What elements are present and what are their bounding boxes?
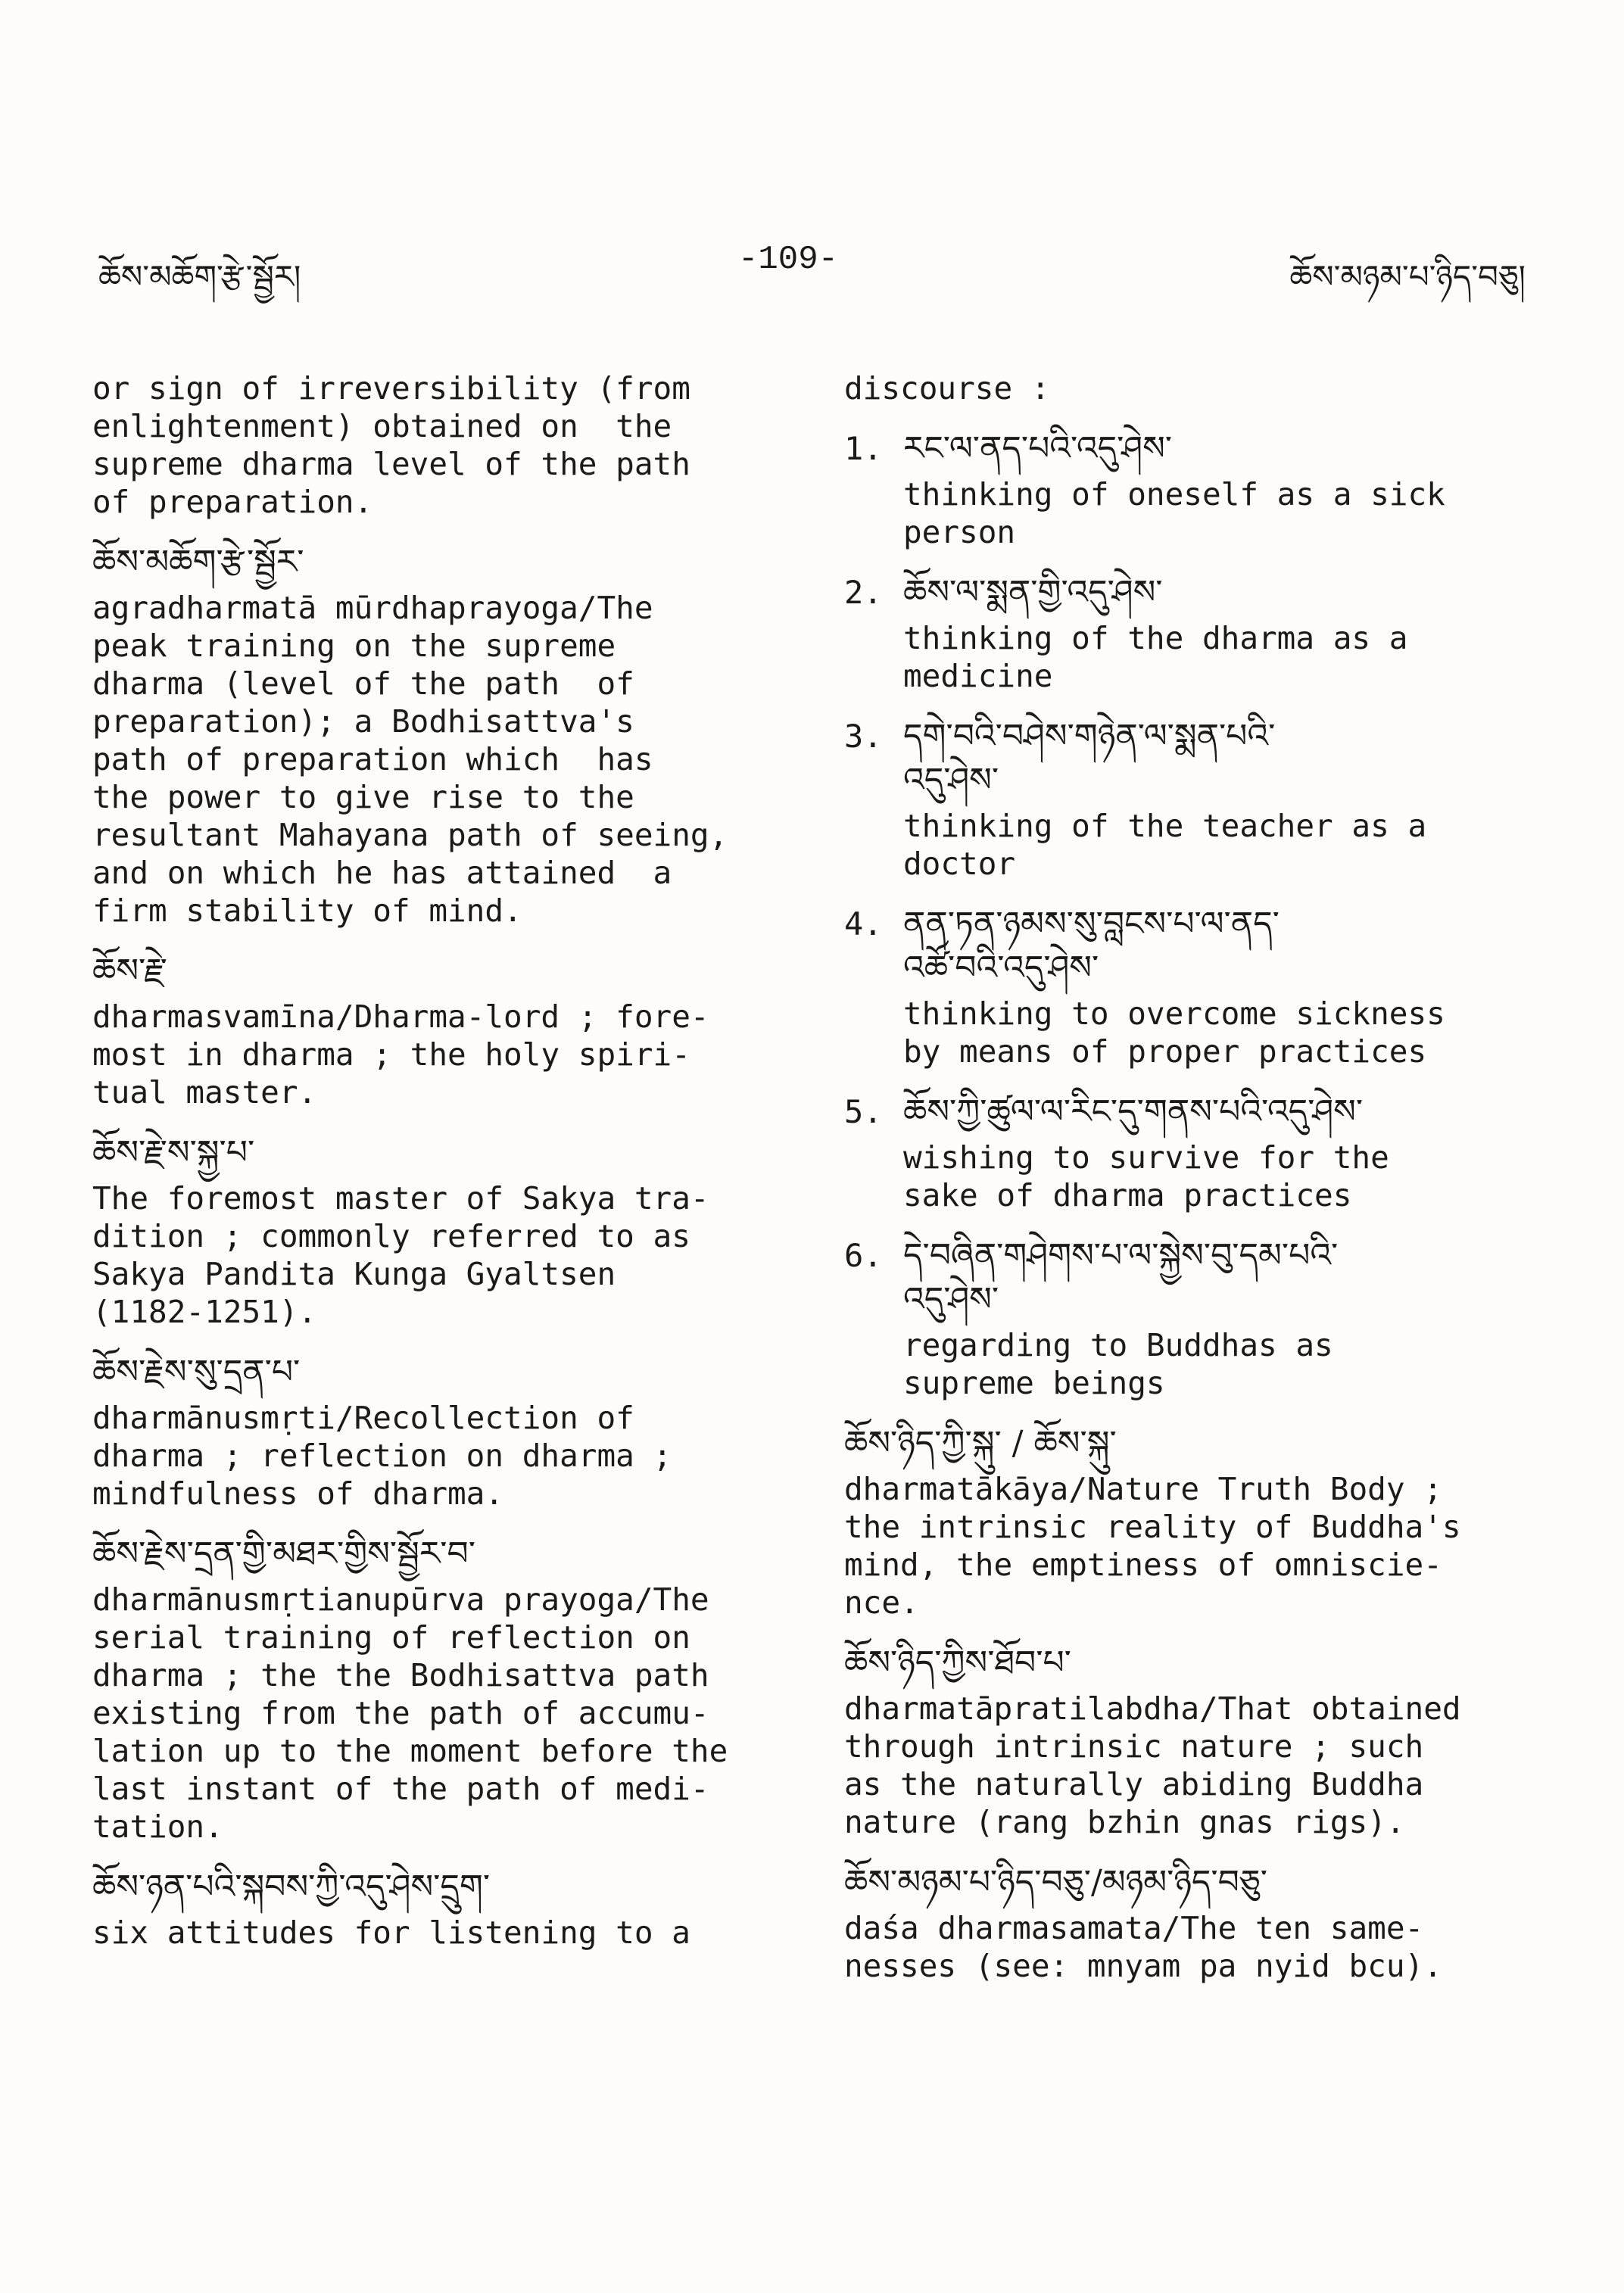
- list-tibetan: དེ་བཞིན་གཤེགས་པ་ལ་སྐྱེས་བུ་དམ་པའི་ འདུ་ཤེས་: [903, 1236, 1339, 1319]
- list-number: 2.: [844, 574, 883, 611]
- entry-tibetan-headword: ཆོས་རྗེ་: [92, 952, 167, 990]
- entry: [844, 1861, 1526, 1985]
- list-english: wishing to survive for the sake of dharma practices: [903, 1139, 1389, 1213]
- header-right-title: ཆོས་མཉམ་པ་ཉིད་བཅུ།: [1289, 258, 1526, 295]
- list-number: 6.: [844, 1237, 883, 1274]
- list-item: [844, 427, 1526, 551]
- list-number: 3.: [844, 718, 883, 755]
- entry-tibetan-headword: ཆོས་ཉན་པའི་སྐབས་ཀྱི་འདུ་ཤེས་དྲུག་: [92, 1868, 491, 1906]
- entry-tibetan-headword: ཆོས་མཉམ་པ་ཉིད་བཅུ་/མཉམ་ཉིད་བཅུ་: [844, 1863, 1268, 1902]
- entry-definition: The foremost master of Sakya tra- dition ; commonly referred to as Sakya Pandita Kunga Gyaltsen (1182-1251).: [92, 1180, 709, 1330]
- list-number: 5.: [844, 1093, 883, 1130]
- list-english: thinking of the teacher as a doctor: [903, 808, 1427, 882]
- entry-tibetan-headword: ཆོས་ཉིད་ཀྱིས་ཐོབ་པ་: [844, 1643, 1071, 1682]
- entry: [92, 1131, 759, 1331]
- list-number: 4.: [844, 905, 883, 942]
- list-tibetan: ནན་ཏན་ཉམས་སུ་བླངས་པ་ལ་ནད་ འཚོ་བའི་འདུ་ཤེས་: [903, 905, 1280, 987]
- list-english: thinking to overcome sickness by means of proper practices: [903, 995, 1445, 1070]
- list-item: [844, 1090, 1526, 1214]
- list-item: [844, 1234, 1526, 1402]
- page-number: -109-: [738, 241, 839, 279]
- entry-tibetan-headword: ཆོས་རྗེས་དྲན་གྱི་མཐར་གྱིས་སྦྱོར་བ་: [92, 1534, 475, 1573]
- entry: [92, 1532, 759, 1846]
- list-english: thinking of oneself as a sick person: [903, 476, 1445, 550]
- list-item: [844, 571, 1526, 695]
- entry: [844, 1641, 1526, 1841]
- list-tibetan: ཆོས་ཀྱི་ཚུལ་ལ་རིང་དུ་གནས་པའི་འདུ་ཤེས་: [903, 1092, 1364, 1131]
- entry-tibetan-headword: ཆོས་རྗེས་སུ་དྲན་པ་: [92, 1353, 301, 1391]
- list-item: [844, 715, 1526, 883]
- entry-tibetan-headword: ཆོས་མཆོག་རྩེ་སྦྱོར་: [92, 543, 304, 581]
- list-item: [844, 902, 1526, 1070]
- entry-definition: dharmānusmṛti/Recollection of dharma ; reflection on dharma ; mindfulness of dharma.: [92, 1400, 672, 1512]
- right-column: [844, 369, 1526, 1989]
- entry: [92, 949, 759, 1111]
- list-english: thinking of the dharma as a medicine: [903, 620, 1408, 694]
- right-intro-text: discourse :: [844, 370, 1050, 407]
- entry: [844, 1422, 1526, 1622]
- entry-definition: six attitudes for listening to a: [92, 1914, 690, 1951]
- header-left-title: ཆོས་མཆོག་རྩེ་སྦྱོར།: [98, 258, 301, 295]
- left-intro-text: or sign of irreversibility (from enlightenment) obtained on the supreme dharma level of the path of preparation.: [92, 370, 690, 520]
- entry-definition: dharmānusmṛtianupūrva prayoga/The serial training of reflection on dharma ; the the Bodhisattva path existing from the path of accumu- lation up to the moment before the last instant of the path of medi- tation.: [92, 1581, 728, 1845]
- entry-definition: agradharmatā mūrdhaprayoga/The peak training on the supreme dharma (level of the path of preparation); a Bodhisattva's path of preparation which has the power to give rise to the resultant Mahayana path of seeing, and on which he has attained a firm stability of mind.: [92, 590, 728, 929]
- entry-tibetan-headword: ཆོས་ཉིད་ཀྱི་སྐུ་ / ཆོས་སྐུ་: [844, 1424, 1117, 1463]
- entry-definition: dharmatākāya/Nature Truth Body ; the intrinsic reality of Buddha's mind, the emptiness of omniscie- nce.: [844, 1471, 1461, 1621]
- entry: [92, 1351, 759, 1513]
- left-column: [92, 369, 759, 1956]
- entry: [92, 541, 759, 930]
- list-tibetan: ཆོས་ལ་སྨན་གྱི་འདུ་ཤེས་: [903, 573, 1163, 612]
- entry-tibetan-headword: ཆོས་རྗེ་ས་སྐྱ་པ་: [92, 1133, 255, 1172]
- list-english: regarding to Buddhas as supreme beings: [903, 1327, 1333, 1401]
- list-number: 1.: [844, 430, 883, 467]
- entry: [92, 1865, 759, 1952]
- list-tibetan: རང་ལ་ནད་པའི་འདུ་ཤེས་: [903, 429, 1173, 468]
- entry-definition: daśa dharmasamata/The ten same- nesses (see: mnyam pa nyid bcu).: [844, 1910, 1442, 1984]
- list-tibetan: དགེ་བའི་བཤེས་གཉེན་ལ་སྨན་པའི་ འདུ་ཤེས་: [903, 717, 1276, 799]
- entry-definition: dharmasvamīna/Dharma-lord ; fore- most in dharma ; the holy spiri- tual master.: [92, 999, 709, 1111]
- entry-definition: dharmatāpratilabdha/That obtained through intrinsic nature ; such as the naturally abiding Buddha nature (rang bzhin gnas rigs).: [844, 1690, 1461, 1840]
